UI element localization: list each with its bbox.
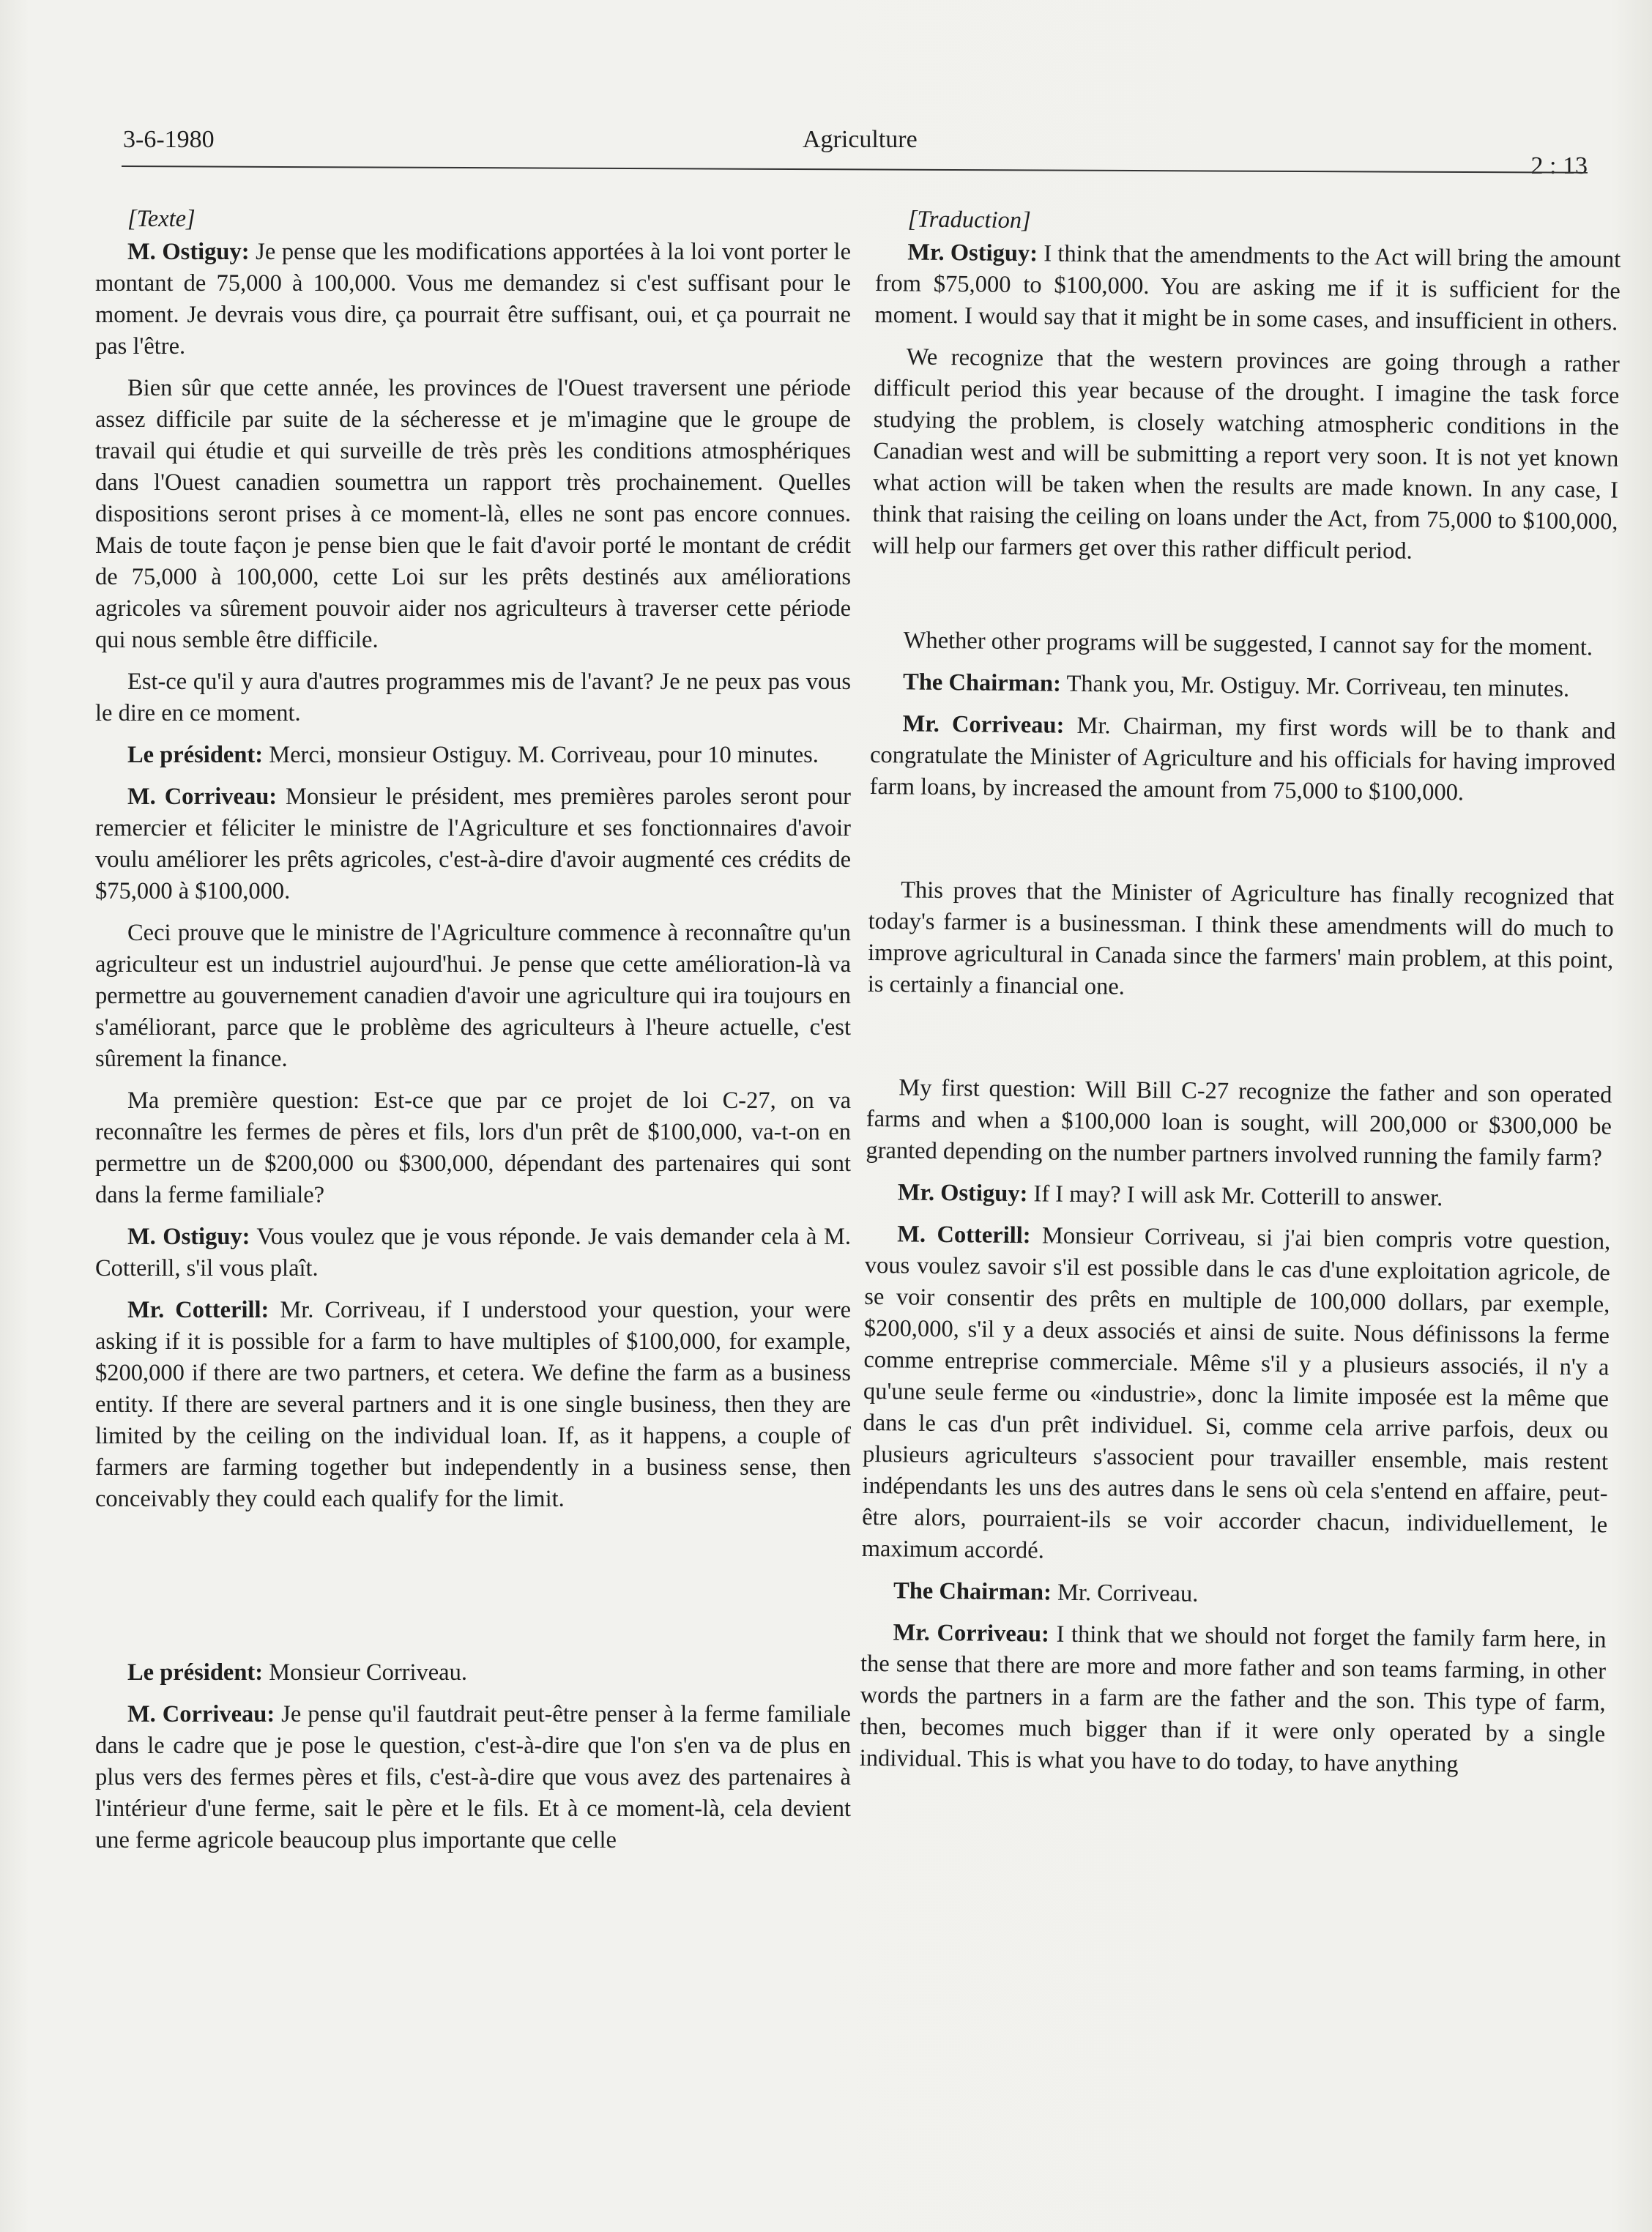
paragraph-text: Vous voulez que je vous réponde. Je vais demander cela à M. Cotterill, s'il vous plaît. [95, 1224, 851, 1281]
header-date: 3-6-1980 [123, 126, 215, 153]
paragraph-text: My first question: Will Bill C-27 recognize the father and son operated farms and when a $100,000 loan is sought, will 200,000 or $300,000 be granted depending on the number partners involved running the family farm? [866, 1074, 1612, 1172]
paragraph [95, 1657, 851, 1689]
paragraph-text: Monsieur Corriveau, si j'ai bien compris votre question, vous voulez savoir s'il est possible dans le cas d'une exploitation agricole, de se voir consentir des prêts en multiple de 100,000 dollars, par exemple, $200,000, s'il y a deux associés et ainsi de suite. Nous définissons la ferme comme entreprise commerciale. Même s'il y a plusieurs associés, il n'y a qu'une seule ferme ou «industrie», donc la limite imposée est la même que dans le cas d'un prêt individuel. Si, comme cela arrive parfois, deux ou plusieurs agriculteurs s'associent pour travailler ensemble, mais restent indépendants les uns des autres dans le sens où cela s'entend en affaire, peut-être alors, pourraient-ils se voir accorder chacun, individuellement, le maximum accordé. [861, 1222, 1611, 1564]
speaker-name: Mr. Ostiguy: [907, 239, 1038, 267]
section-label: [Traduction] [907, 206, 1031, 234]
column-gap [867, 1011, 1613, 1080]
paragraph-text: Mr. Corriveau. [1051, 1579, 1199, 1607]
header-title: Agriculture [803, 126, 918, 153]
paragraph [95, 237, 851, 362]
paragraph-text: If I may? I will ask Mr. Cotterill to answer. [1027, 1180, 1443, 1212]
speaker-name: Mr. Ostiguy: [897, 1179, 1028, 1208]
paragraph-text: Je pense qu'il fautdrait peut-être penser à la ferme familiale dans le cadre que je pose le question, c'est-à-dire que l'on s'en va de plus en plus vers des fermes pères et fils, c'est-à-dire que vous avez des partenaires à l'intérieur d'une ferme, sait le père et le fils. Et à ce moment-là, cela devient une ferme agricole beaucoup plus importante que celle [95, 1701, 851, 1853]
paragraph [868, 874, 1615, 1008]
paragraph [95, 1295, 851, 1515]
speaker-name: Mr. Cotterill: [127, 1297, 269, 1323]
speaker-name: Mr. Corriveau: [902, 710, 1065, 739]
speaker-name: Le président: [127, 1659, 264, 1686]
column-gap [868, 813, 1615, 882]
speaker-name: The Chairman: [902, 669, 1062, 697]
paragraph [95, 1085, 851, 1211]
paragraph [861, 1575, 1607, 1615]
speaker-name: M. Corriveau: [127, 784, 278, 810]
speaker-name: M. Ostiguy: [127, 1224, 250, 1250]
paragraph-text: Bien sûr que cette année, les provinces de l'Ouest traversent une période assez difficile par suite de la sécheresse et je m'imagine que le groupe de travail qui étudie et qui surveille de très près les conditions atmosphériques dans l'Ouest canadien soumettra un rapport très prochainement. Quelles dispositions seront prises à ce moment-là, elles ne sont pas encore connues. Mais de toute façon je pense bien que le fait d'avoir porté le montant de crédit de 75,000 à 100,000, cette Loi sur les prêts destinés aux améliorations agricoles va sûrement pouvoir aider nos agriculteurs à traverser cette période qui nous semble être difficile. [95, 375, 851, 653]
paragraph-text: Mr. Corriveau, if I understood your question, your were asking if it is possible for a farm to have multiples of $100,000, for example, $200,000 if there are two partners, et cetera. We define the farm as a business entity. If there are several partners and it is one single business, then they are limited by the ceiling on the individual loan. If, as it happens, a couple of farmers are farming together but independently in a business sense, then conceivably they could each qualify for the limit. [95, 1297, 851, 1512]
paragraph-text: Ceci prouve que le ministre de l'Agriculture commence à reconnaître qu'un agriculteur est un industriel aujourd'hui. Je pense que cette amélioration-là va permettre au gouvernement canadien d'avoir une agriculture qui ira toujours en s'améliorant, parce que le problème des agriculteurs à l'heure actuelle, c'est sûrement la finance. [95, 920, 851, 1072]
paragraph-text: This proves that the Minister of Agriculture has finally recognized that today's farmer is a businessman. I think these amendments will do much to improve agricultural in Canada since the farmers' main problem, at this point, is certainly a financial one. [867, 877, 1615, 1000]
paragraph [872, 341, 1620, 570]
paragraph [95, 918, 851, 1075]
column-gap [95, 1525, 851, 1657]
paragraph [95, 1699, 851, 1856]
paragraph-text: Whether other programs will be suggested, I cannot say for the moment. [903, 627, 1593, 661]
paragraph [869, 708, 1615, 811]
paragraph-text: I think that we should not forget the family farm here, in the sense that there are more and more father and son teams farming, in other words the partners in a farm are the father and the son. This type of farm, then, becomes much bigger than if it were only operated by a single individual. This is what you have to do today, to have anything [859, 1621, 1607, 1778]
section-label: [Texte] [127, 206, 196, 232]
paragraph [860, 1617, 1607, 1782]
paragraph [95, 781, 851, 907]
speaker-name: Le président: [127, 742, 264, 768]
speaker-name: M. Cotterill: [897, 1221, 1031, 1249]
paragraph-text: Est-ce qu'il y aura d'autres programmes mis de l'avant? Je ne peux pas vous le dire en ce moment. [95, 669, 851, 726]
paragraph-text: Merci, monsieur Ostiguy. M. Corriveau, pour 10 minutes. [263, 742, 819, 768]
paragraph [95, 740, 851, 771]
header-page-number: 2 : 13 [1530, 152, 1588, 179]
paragraph-text: Ma première question: Est-ce que par ce projet de loi C-27, on va reconnaître les fermes de pères et fils, lors d'un prêt de $100,000, va-t-on en permettre un de $200,000 ou $300,000, dépendant des partenaires qui sont dans la ferme familiale? [95, 1087, 851, 1208]
paragraph-text: Je pense que les modifications apportées à la loi vont porter le montant de 75,000 à 100,000. Vous me demandez si c'est suffisant pour le moment. Je devrais vous dire, ça pourrait être suffisant, oui, et ça pourrait ne pas l'être. [95, 239, 851, 360]
paragraph [95, 373, 851, 656]
paragraph [866, 1072, 1612, 1175]
right-column-english [859, 204, 1621, 1793]
left-column-french [95, 204, 851, 1867]
paragraph-text: Monsieur Corriveau. [263, 1659, 467, 1686]
paragraph-text: Monsieur le président, mes premières paroles seront pour remercier et féliciter le ministre de l'Agriculture et ses fonctionnaires d'avoir voulu améliorer les prêts agricoles, c'est-à-dire d'avoir augmenté ces crédits de $75,000 à $100,000. [95, 784, 851, 904]
paragraph [95, 666, 851, 729]
paragraph [862, 1219, 1611, 1573]
paragraph [95, 1221, 851, 1284]
speaker-name: The Chairman: [893, 1577, 1052, 1606]
paragraph [871, 666, 1616, 706]
paragraph-text: Mr. Chairman, my first words will be to thank and congratulate the Minister of Agriculture and his officials for having improved farm loans, by increased the amount from 75,000 to $100,000. [869, 712, 1616, 806]
paragraph-text: Thank you, Mr. Ostiguy. Mr. Corriveau, ten minutes. [1060, 670, 1570, 702]
paragraph [866, 1177, 1611, 1216]
paragraph [874, 237, 1621, 339]
speaker-name: M. Corriveau: [127, 1701, 275, 1727]
speaker-name: M. Ostiguy: [127, 239, 250, 265]
paragraph-text: I think that the amendments to the Act will bring the amount from $75,000 to $100,000. You are asking me if it is sufficient for the moment. I would say that it might be in some cases, and insufficient in others. [874, 240, 1621, 336]
speaker-name: Mr. Corriveau: [893, 1619, 1050, 1648]
column-gap [871, 572, 1618, 633]
paragraph-text: We recognize that the western provinces are going through a rather difficult period this year because of the drought. I imagine the task force studying the problem, is closely watching atmospheric conditions in the Canadian west and will be submitting a report very soon. It is not yet known what action will be taken when the results are made known. In any case, I think that raising the ceiling on loans under the Act, from 75,000 to $100,000, will help our farmers get over this rather difficult period. [871, 343, 1620, 565]
